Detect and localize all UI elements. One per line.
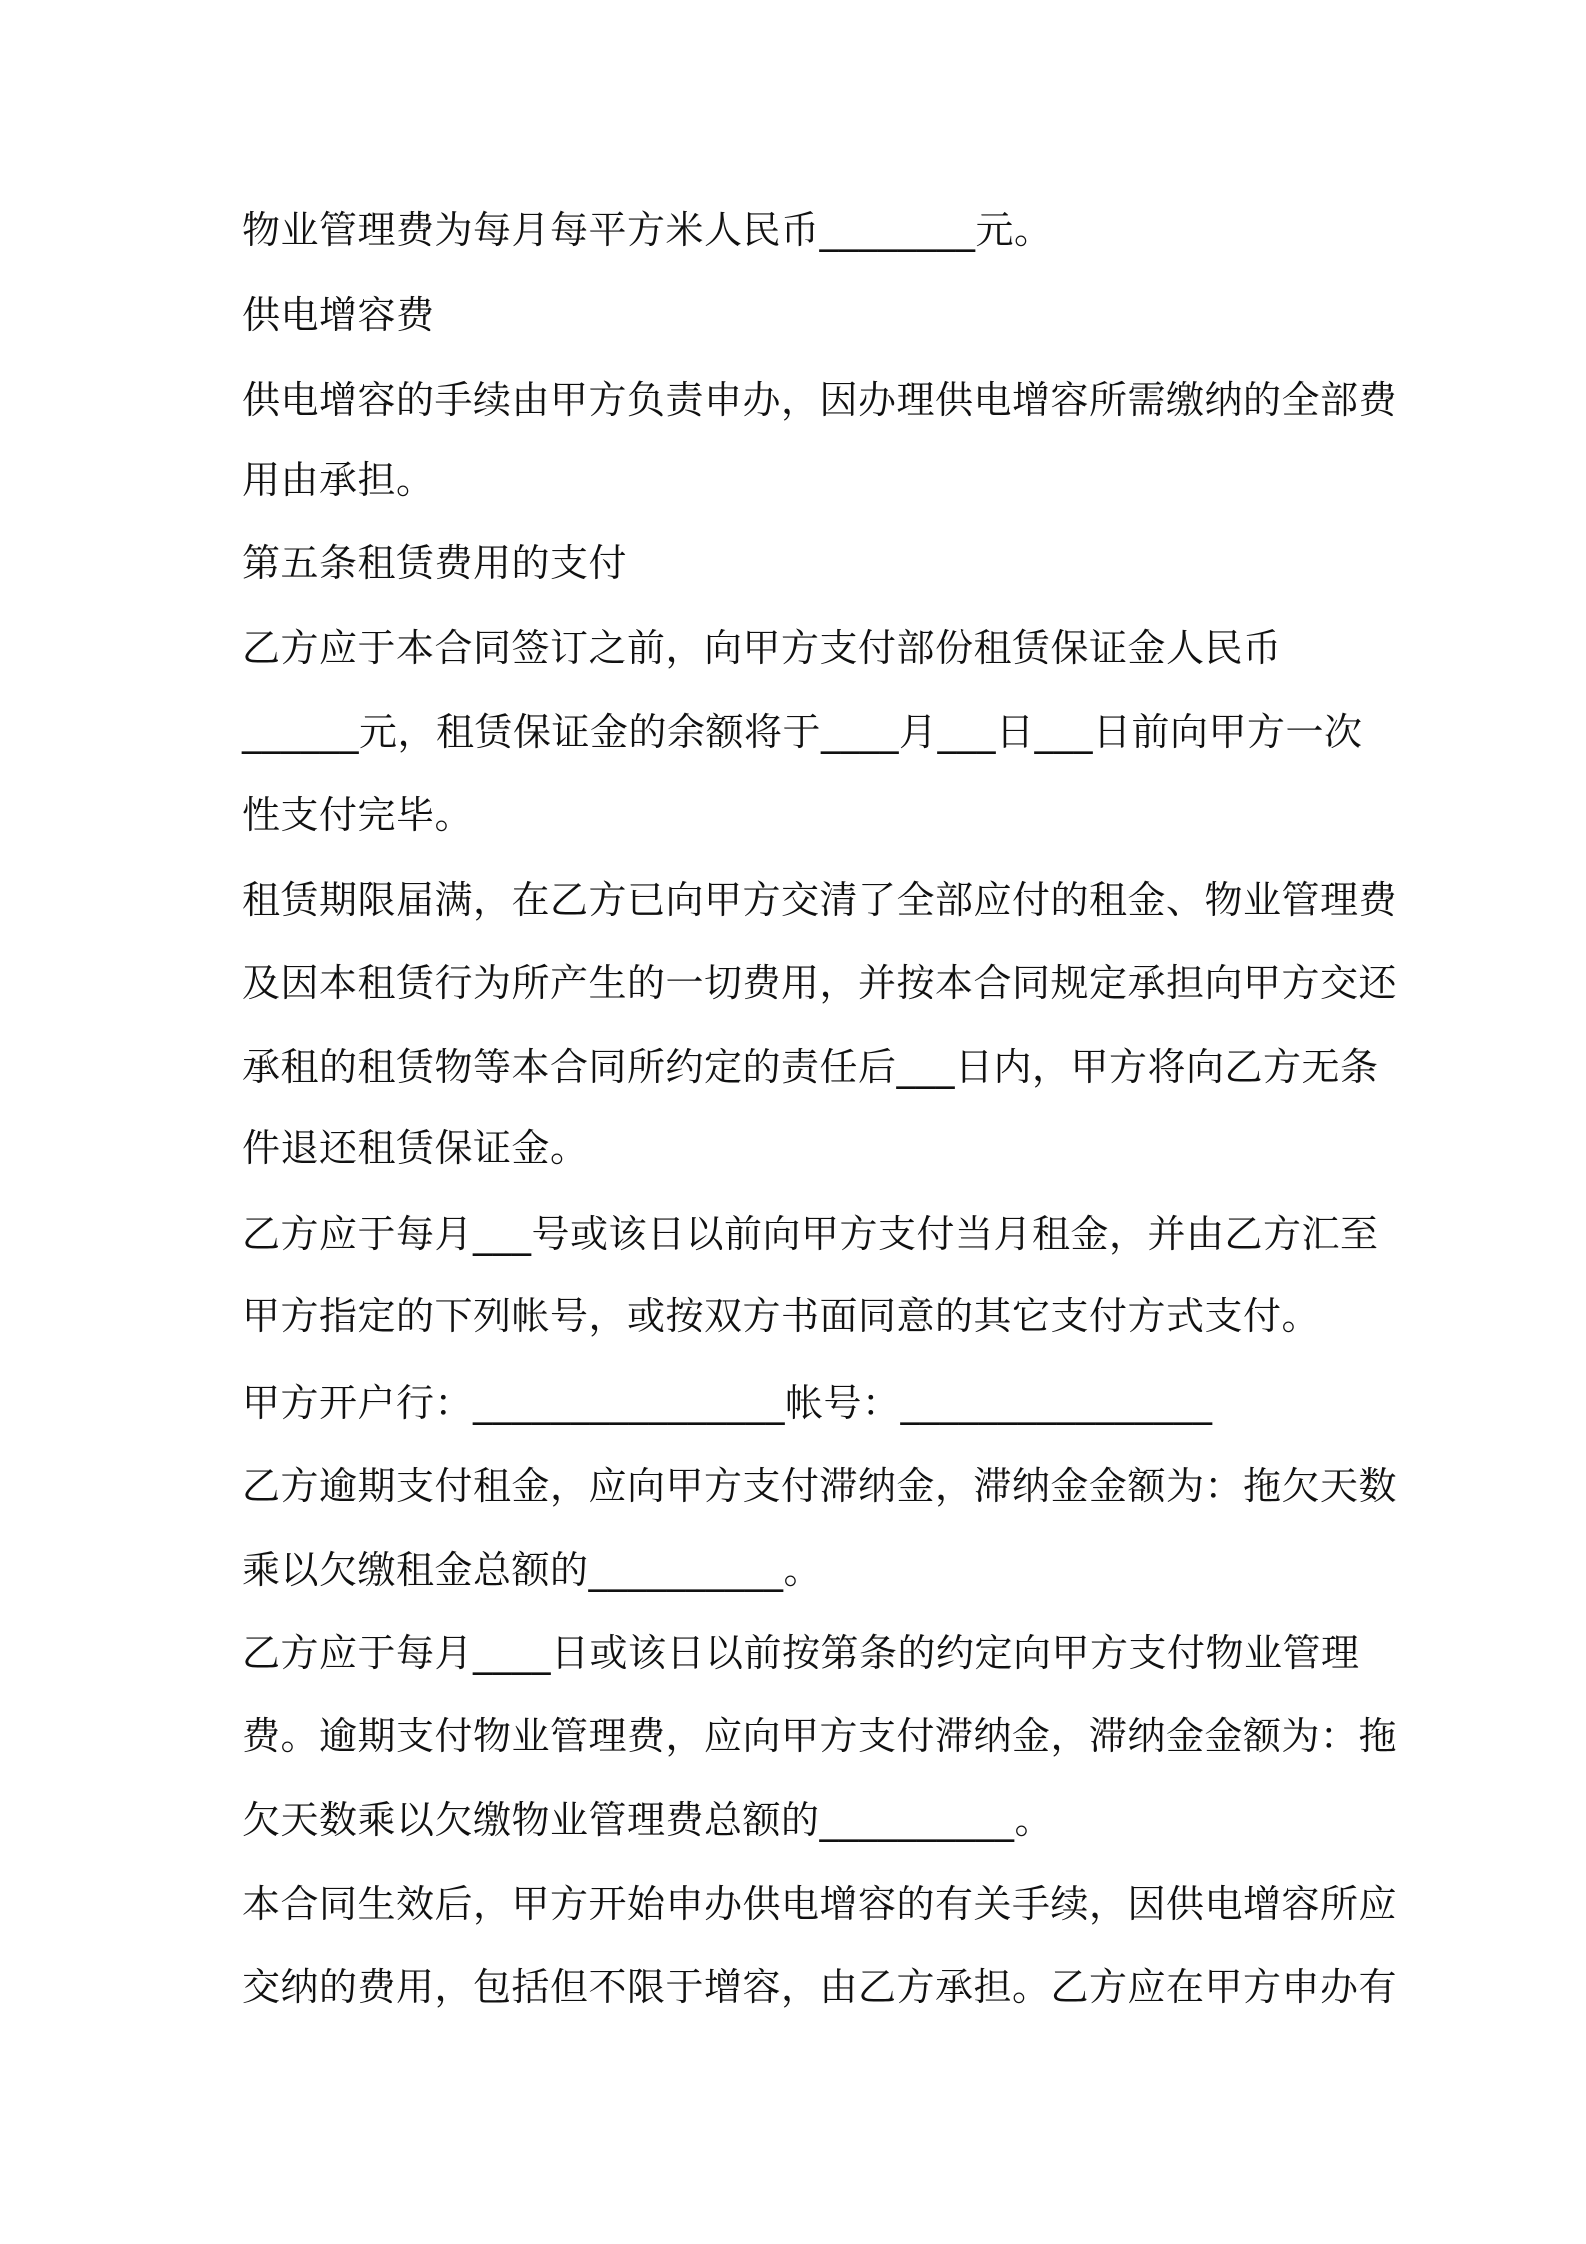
text-line: 乙方应于每月____日或该日以前按第条的约定向甲方支付物业管理 [242, 1631, 1360, 1675]
text-line: 乙方应于本合同签订之前，向甲方支付部份租赁保证金人民币 [242, 626, 1282, 670]
section-heading: 供电增容费 [242, 293, 435, 337]
text-line: 承租的租赁物等本合同所约定的责任后___日内，甲方将向乙方无条 [242, 1045, 1379, 1089]
text-line: 欠天数乘以欠缴物业管理费总额的__________。 [242, 1798, 1054, 1842]
text-line: 本合同生效后，甲方开始申办供电增容的有关手续，因供电增容所应 [242, 1882, 1398, 1926]
text-line: 甲方指定的下列帐号，或按双方书面同意的其它支付方式支付。 [242, 1294, 1321, 1338]
text-line: 交纳的费用，包括但不限于增容，由乙方承担。乙方应在甲方申办有 [242, 1965, 1398, 2009]
section-heading: 第五条租赁费用的支付 [242, 541, 628, 585]
text-line: 乘以欠缴租金总额的__________。 [242, 1548, 823, 1592]
text-line: 费。逾期支付物业管理费，应向甲方支付滞纳金，滞纳金金额为：拖 [242, 1714, 1398, 1758]
text-line: ______元，租赁保证金的余额将于____月___日___日前向甲方一次 [242, 710, 1363, 754]
text-line: 甲方开户行：________________帐号：________________ [242, 1381, 1213, 1425]
text-line: 用由承担。 [242, 458, 435, 502]
text-line: 及因本租赁行为所产生的一切费用，并按本合同规定承担向甲方交还 [242, 961, 1398, 1005]
text-line: 乙方应于每月___号或该日以前向甲方支付当月租金，并由乙方汇至 [242, 1212, 1379, 1256]
text-line: 件退还租赁保证金。 [242, 1126, 589, 1170]
text-line: 乙方逾期支付租金，应向甲方支付滞纳金，滞纳金金额为：拖欠天数 [242, 1464, 1398, 1508]
text-line: 租赁期限届满，在乙方已向甲方交清了全部应付的租金、物业管理费 [242, 878, 1398, 922]
text-line: 物业管理费为每月每平方米人民币________元。 [242, 208, 1053, 252]
text-line: 性支付完毕。 [242, 793, 474, 837]
text-line: 供电增容的手续由甲方负责申办，因办理供电增容所需缴纳的全部费 [242, 378, 1398, 422]
